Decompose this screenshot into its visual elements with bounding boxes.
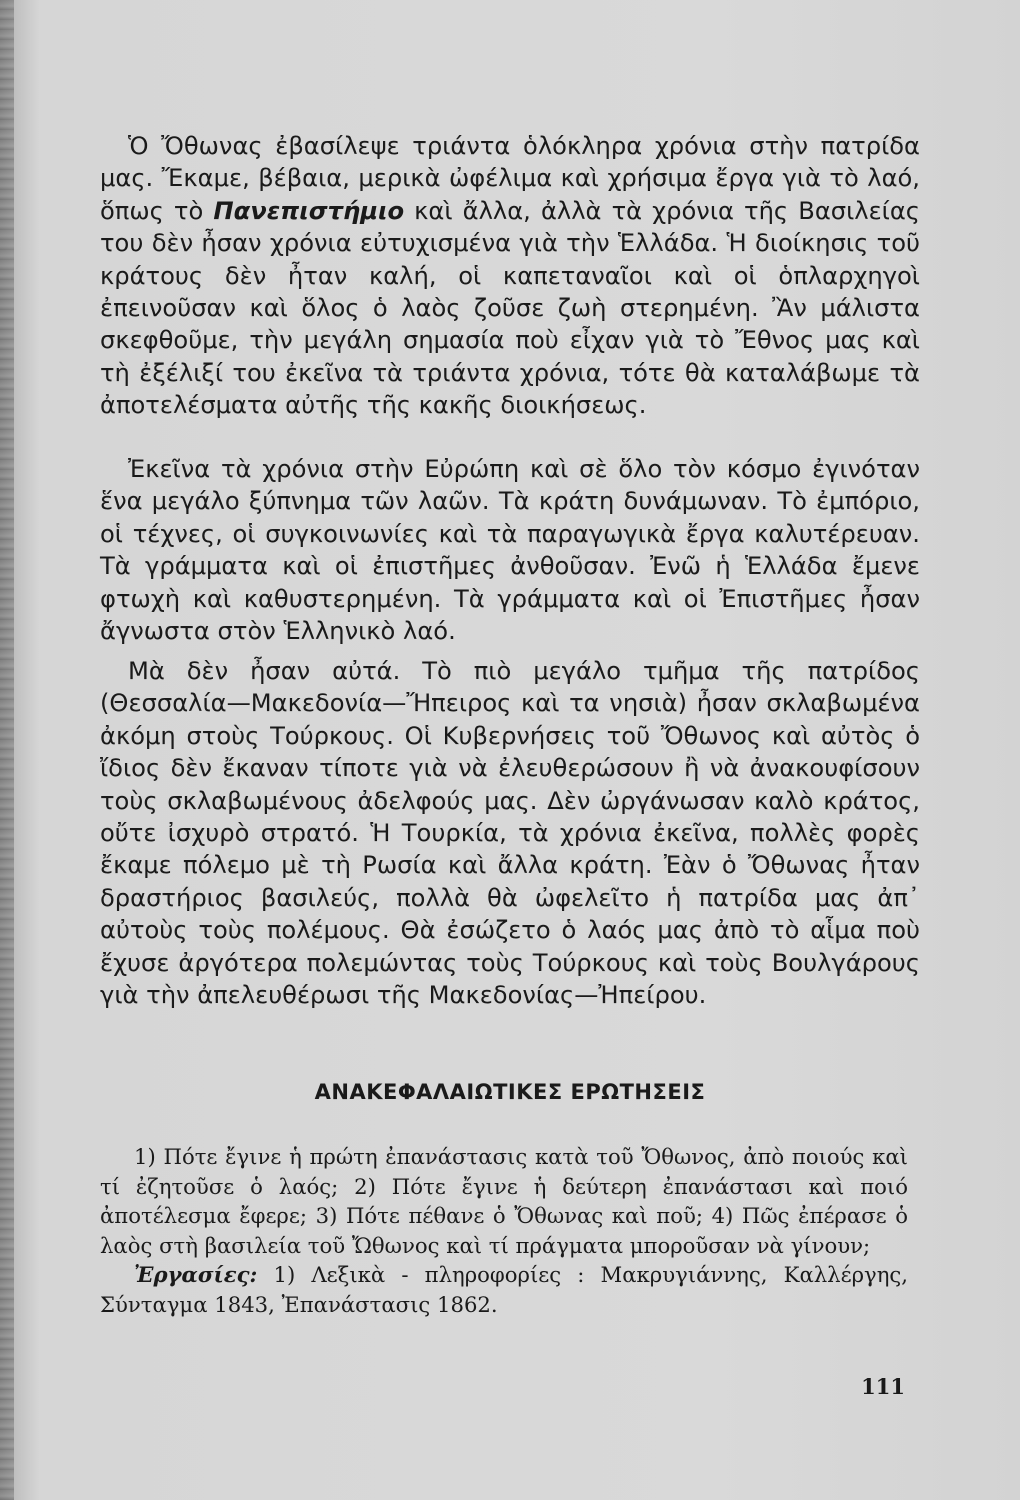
exercises-text: 1) Λεξικὰ - πληροφορίες : Μακρυγιάννης, Καλλέργης, Σύνταγμα 1843, Ἐπανάστασις 1862. [100,1262,908,1317]
questions-text: 1) Πότε ἔγινε ἡ πρώτη ἐπανάστασις κατὰ τοῦ Ὄθωνος, ἀπὸ ποιούς καὶ τί ἐζητοῦσε ὁ λαός; 2) Πότε ἔγινε ἡ δεύτερη ἐπανάστασι καὶ ποιό ἀποτέλεσμα ἔφερε; 3) Πότε πέθανε ὁ Ὄθωνας καὶ ποῦ; 4) Πῶς ἐπέρασε ὁ λαὸς στὴ βασιλεία τοῦ Ὤθωνος καὶ τί πράγματα μποροῦσαν νὰ γίνουν; [100,1144,908,1258]
paragraph-text-part2: καὶ ἄλλα, ἀλλὰ τὰ χρόνια τῆς Βασιλείας του δὲν ἦσαν χρόνια εὐτυχισμένα γιὰ τὴν Ἑλλάδα. Ἡ διοίκησις τοῦ κράτους δὲν ἦταν καλή, οἱ καπεταναῖοι καὶ οἱ ὁπλαρχηγοὶ ἐπεινοῦσαν καὶ ὅλος ὁ λαὸς ζοῦσε ζωὴ στερημένη. Ἂν μάλιστα σκεφθοῦμε, τὴν μεγάλη σημασία ποὺ εἶχαν γιὰ τὸ Ἔθνος μας καὶ τὴ ἐξέλιξί του ἐκεῖνα τὰ τριάντα χρόνια, τότε θὰ καταλάβωμε τὰ ἀποτελέσματα αὐτῆς τῆς κακῆς διοικήσεως. [100,196,920,420]
paragraph-text-part1: Ὁ Ὄθωνας ἐβασίλεψε τριάντα ὁλόκληρα χρόνια στὴν πατρίδα μας. Ἔκαμε, βέβαια, μερικὰ ὠφέλιμα καὶ χρήσιμα ἔργα γιὰ τὸ λαό, ὅπως τὸ [100,132,920,225]
paragraph-text: Ἐκεῖνα τὰ χρόνια στὴν Εὐρώπη καὶ σὲ ὅλο τὸν κόσμο ἐγινόταν ἕνα μεγάλο ξύπνημα τῶν λαῶν. Τὰ κράτη δυνάμωναν. Τὸ ἐμπόριο, οἱ τέχνες, οἱ συγκοινωνίες καὶ τὰ παραγωγικὰ ἔργα καλυτέρευαν. Τὰ γράμματα καὶ οἱ ἐπιστῆμες ἀνθοῦσαν. Ἐνῶ ἡ Ἑλλάδα ἔμενε φτωχὴ καὶ καθυστερημένη. Τὰ γράμματα καὶ οἱ Ἐπιστῆμες ἦσαν ἄγνωστα στὸν Ἑλληνικὸ λαό. [100,455,920,646]
paragraph-otto-reign [100,130,920,422]
exercises-label: Ἐργασίες: [134,1262,258,1288]
university-emphasis: Πανεπιστήμιο [213,196,405,225]
exercises-line [100,1260,908,1319]
paragraph-text: Μὰ δὲν ἦσαν αὐτά. Τὸ πιὸ μεγάλο τμῆμα τῆς πατρίδος (Θεσσαλία—Μακεδονία—Ἤπειρος καὶ τα νησιὰ) ἦσαν σκλαβωμένα ἀκόμη στοὺς Τούρκους. Οἱ Κυβερνήσεις τοῦ Ὄθωνος καὶ αὐτὸς ὁ ἴδιος δὲν ἔκαναν τίποτε γιὰ νὰ ἐλευθερώσουν ἢ νὰ ἀνακουφίσουν τοὺς σκλαβωμένους ἀδελφούς μας. Δὲν ὠργάνωσαν καλὸ κράτος, οὔτε ἰσχυρὸ στρατό. Ἡ Τουρκία, τὰ χρόνια ἐκεῖνα, πολλὲς φορὲς ἔκαμε πόλεμο μὲ τὴ Ρωσία καὶ ἄλλα κράτη. Ἐὰν ὁ Ὄθωνας ἦταν δραστήριος βασιλεύς, πολλὰ θὰ ὠφελεῖτο ἡ πατρίδα μας ἀπ᾿ αὐτοὺς τοὺς πολέμους. Θὰ ἐσώζετο ὁ λαός μας ἀπὸ τὸ αἷμα ποὺ ἔχυσε ἀργότερα πολεμώντας τοὺς Τούρκους καὶ τοὺς Βουλγάρους γιὰ τὴν ἀπελευθέρωσι τῆς Μακεδονίας—Ἠπείρου. [100,657,920,1010]
page-binding-edge [0,0,14,1500]
paragraph-text [100,130,920,422]
section-heading: ΑΝΑΚΕΦΑΛΑΙΩΤΙΚΕΣ ΕΡΩΤΗΣΕΙΣ [314,1080,706,1104]
paragraph-enslaved-regions [100,655,920,1011]
page-number: 111 [861,1374,905,1399]
paragraph-europe-awakening [100,453,920,647]
review-questions [100,1142,908,1320]
